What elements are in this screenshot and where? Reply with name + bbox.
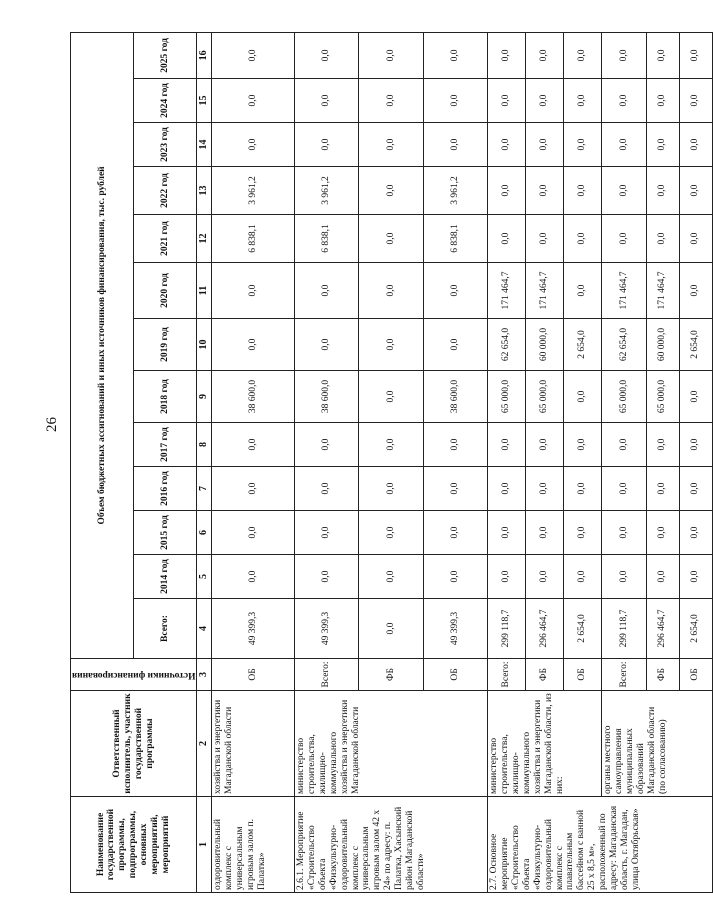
column-number: 2: [197, 691, 212, 797]
source-cell: ФБ: [646, 659, 679, 691]
year-value-cell: 0,0: [359, 263, 423, 319]
year-value-cell: 0,0: [211, 423, 294, 467]
column-number: 15: [197, 79, 212, 123]
year-value-cell: 0,0: [423, 263, 487, 319]
year-value-cell: 0,0: [211, 319, 294, 371]
header-year: 2014 год: [134, 555, 197, 599]
year-value-cell: 0,0: [526, 32, 564, 78]
year-value-cell: 0,0: [602, 467, 646, 511]
source-cell: Всего:: [294, 659, 358, 691]
year-value-cell: 3 961,2: [423, 167, 487, 215]
column-number: 13: [197, 167, 212, 215]
year-value-cell: 0,0: [423, 32, 487, 78]
year-value-cell: 0,0: [602, 167, 646, 215]
document-table-container: [70, 33, 701, 893]
table-row: [488, 32, 526, 892]
year-value-cell: 65 000,0: [488, 371, 526, 423]
year-value-cell: 0,0: [679, 123, 712, 167]
year-value-cell: 6 838,1: [211, 215, 294, 263]
header-source: Источники финансирования: [71, 659, 197, 691]
year-value-cell: 0,0: [423, 79, 487, 123]
year-value-cell: 2 654,0: [564, 319, 602, 371]
executor-cell: министерство строительства, жилищно-коммунального хозяйства и энергетики Магаданской области: [294, 691, 487, 797]
header-year: 2020 год: [134, 263, 197, 319]
year-value-cell: 0,0: [423, 123, 487, 167]
source-cell: ОБ: [679, 659, 712, 691]
year-value-cell: 0,0: [679, 263, 712, 319]
year-value-cell: 0,0: [564, 371, 602, 423]
year-value-cell: 0,0: [211, 32, 294, 78]
year-value-cell: 0,0: [564, 79, 602, 123]
year-value-cell: 0,0: [488, 32, 526, 78]
year-value-cell: 0,0: [423, 467, 487, 511]
year-value-cell: 0,0: [359, 511, 423, 555]
column-number: 9: [197, 371, 212, 423]
year-value-cell: 38 600,0: [211, 371, 294, 423]
source-cell: Всего:: [602, 659, 646, 691]
header-year: 2016 год: [134, 467, 197, 511]
year-value-cell: 0,0: [602, 423, 646, 467]
header-year: 2021 год: [134, 215, 197, 263]
total-value-cell: 2 654,0: [564, 599, 602, 659]
year-value-cell: 0,0: [488, 123, 526, 167]
year-value-cell: 0,0: [294, 32, 358, 78]
table-row: [602, 32, 646, 892]
total-value-cell: 2 654,0: [679, 599, 712, 659]
year-value-cell: 0,0: [602, 511, 646, 555]
year-value-cell: 3 961,2: [211, 167, 294, 215]
year-value-cell: 65 000,0: [526, 371, 564, 423]
year-value-cell: 0,0: [602, 555, 646, 599]
year-value-cell: 0,0: [211, 123, 294, 167]
year-value-cell: 0,0: [488, 167, 526, 215]
year-value-cell: 0,0: [359, 167, 423, 215]
year-value-cell: 0,0: [679, 215, 712, 263]
year-value-cell: 0,0: [646, 32, 679, 78]
year-value-cell: 171 464,7: [602, 263, 646, 319]
year-value-cell: 0,0: [211, 263, 294, 319]
header-total: Всего:: [134, 599, 197, 659]
total-value-cell: 296 464,7: [526, 599, 564, 659]
funding-table: [70, 32, 713, 893]
year-value-cell: 0,0: [646, 123, 679, 167]
header-year: 2022 год: [134, 167, 197, 215]
source-cell: ФБ: [526, 659, 564, 691]
total-value-cell: 299 118,7: [602, 599, 646, 659]
year-value-cell: 62 654,0: [602, 319, 646, 371]
year-value-cell: 0,0: [564, 32, 602, 78]
year-value-cell: 60 000,0: [646, 319, 679, 371]
page-number: 26: [44, 417, 60, 432]
year-value-cell: 0,0: [679, 167, 712, 215]
program-name-cell: оздоровительный комплекс с универсальным игровым залом п. Палатка»: [211, 797, 294, 893]
year-value-cell: 38 600,0: [294, 371, 358, 423]
column-number: 12: [197, 215, 212, 263]
year-value-cell: 0,0: [646, 467, 679, 511]
year-value-cell: 0,0: [211, 467, 294, 511]
header-year: 2019 год: [134, 319, 197, 371]
year-value-cell: 0,0: [526, 123, 564, 167]
source-cell: ОБ: [564, 659, 602, 691]
year-value-cell: 0,0: [564, 467, 602, 511]
year-value-cell: 0,0: [679, 32, 712, 78]
year-value-cell: 0,0: [359, 423, 423, 467]
year-value-cell: 0,0: [488, 467, 526, 511]
year-value-cell: 0,0: [294, 123, 358, 167]
header-year: 2018 год: [134, 371, 197, 423]
source-cell: ФБ: [359, 659, 423, 691]
year-value-cell: 0,0: [359, 467, 423, 511]
year-value-cell: 0,0: [679, 511, 712, 555]
source-cell: Всего:: [488, 659, 526, 691]
year-value-cell: 0,0: [488, 79, 526, 123]
header-executor: Ответственный исполнитель, участник государственной программы: [71, 691, 197, 797]
year-value-cell: 0,0: [564, 263, 602, 319]
year-value-cell: 0,0: [602, 215, 646, 263]
year-value-cell: 0,0: [564, 511, 602, 555]
program-name-cell: 2.7. Основное мероприятие «Строительство объекта «Физкультурно-оздоровительный комплекс с плавательным бассейном с ванной 25 х 8,5 м», расположенный по адресу: Магаданская область, г. Магадан, улица Октябрьская»: [488, 797, 713, 893]
source-cell: ОБ: [211, 659, 294, 691]
year-value-cell: 171 464,7: [646, 263, 679, 319]
year-value-cell: 0,0: [359, 32, 423, 78]
header-year: 2015 год: [134, 511, 197, 555]
total-value-cell: 49 399,3: [211, 599, 294, 659]
year-value-cell: 0,0: [294, 423, 358, 467]
column-number: 14: [197, 123, 212, 167]
year-value-cell: 6 838,1: [294, 215, 358, 263]
year-value-cell: 0,0: [564, 215, 602, 263]
year-value-cell: 0,0: [526, 467, 564, 511]
column-number: 6: [197, 511, 212, 555]
table-row: [211, 32, 294, 892]
year-value-cell: 0,0: [602, 79, 646, 123]
year-value-cell: 65 000,0: [646, 371, 679, 423]
year-value-cell: 0,0: [679, 467, 712, 511]
header-year: 2017 год: [134, 423, 197, 467]
header-year: 2024 год: [134, 79, 197, 123]
year-value-cell: 0,0: [211, 79, 294, 123]
column-number: 8: [197, 423, 212, 467]
header-row-1: [71, 32, 134, 892]
year-value-cell: 2 654,0: [679, 319, 712, 371]
year-value-cell: 65 000,0: [602, 371, 646, 423]
year-value-cell: 62 654,0: [488, 319, 526, 371]
table-row: [294, 32, 358, 892]
year-value-cell: 0,0: [679, 371, 712, 423]
column-number: 1: [197, 797, 212, 893]
year-value-cell: 0,0: [526, 555, 564, 599]
year-value-cell: 0,0: [602, 32, 646, 78]
column-number: 10: [197, 319, 212, 371]
year-value-cell: 0,0: [359, 371, 423, 423]
header-program: Наименование государственной программы, подпрограммы, основных мероприятий, мероприятий: [71, 797, 197, 893]
year-value-cell: 171 464,7: [488, 263, 526, 319]
year-value-cell: 0,0: [679, 423, 712, 467]
total-value-cell: 299 118,7: [488, 599, 526, 659]
year-value-cell: 0,0: [526, 511, 564, 555]
column-number: 7: [197, 467, 212, 511]
year-value-cell: 0,0: [526, 167, 564, 215]
executor-cell: министерство строительства, жилищно-коммунального хозяйства и энергетики Магаданской области, из них:: [488, 691, 602, 797]
year-value-cell: 60 000,0: [526, 319, 564, 371]
year-value-cell: 0,0: [359, 123, 423, 167]
year-value-cell: 0,0: [564, 555, 602, 599]
year-value-cell: 0,0: [526, 79, 564, 123]
total-value-cell: 49 399,3: [423, 599, 487, 659]
year-value-cell: 0,0: [488, 215, 526, 263]
year-value-cell: 0,0: [526, 215, 564, 263]
year-value-cell: 0,0: [646, 423, 679, 467]
header-funding: Объем бюджетных ассигнований и иных источников финансирования, тыс. рублей: [71, 32, 134, 658]
year-value-cell: 0,0: [488, 423, 526, 467]
year-value-cell: 38 600,0: [423, 371, 487, 423]
year-value-cell: 0,0: [359, 79, 423, 123]
program-name-cell: 2.6.1. Мероприятие «Строительство объекта «Физкультурно-оздоровительный комплекс с универсальным игровым залом 42 х 24» по адресу: п. Палатка, Хасынский район Магаданской области»: [294, 797, 487, 893]
year-value-cell: 0,0: [359, 555, 423, 599]
year-value-cell: 3 961,2: [294, 167, 358, 215]
year-value-cell: 0,0: [294, 555, 358, 599]
total-value-cell: 296 464,7: [646, 599, 679, 659]
year-value-cell: 0,0: [646, 167, 679, 215]
year-value-cell: 0,0: [564, 423, 602, 467]
year-value-cell: 0,0: [646, 215, 679, 263]
year-value-cell: 0,0: [423, 555, 487, 599]
total-value-cell: 0,0: [359, 599, 423, 659]
year-value-cell: 0,0: [488, 555, 526, 599]
column-number: 5: [197, 555, 212, 599]
header-year: 2025 год: [134, 32, 197, 78]
year-value-cell: 0,0: [564, 167, 602, 215]
executor-cell: хозяйства и энергетики Магаданской области: [211, 691, 294, 797]
column-number: 16: [197, 32, 212, 78]
year-value-cell: 0,0: [359, 319, 423, 371]
year-value-cell: 0,0: [564, 123, 602, 167]
total-value-cell: 49 399,3: [294, 599, 358, 659]
column-number: 11: [197, 263, 212, 319]
year-value-cell: 0,0: [294, 511, 358, 555]
source-cell: ОБ: [423, 659, 487, 691]
year-value-cell: 0,0: [294, 319, 358, 371]
year-value-cell: 0,0: [602, 123, 646, 167]
column-number: 4: [197, 599, 212, 659]
column-number-row: [197, 32, 212, 892]
year-value-cell: 171 464,7: [526, 263, 564, 319]
year-value-cell: 0,0: [488, 511, 526, 555]
year-value-cell: 0,0: [294, 263, 358, 319]
year-value-cell: 0,0: [359, 215, 423, 263]
year-value-cell: 0,0: [646, 79, 679, 123]
executor-cell: органы местного самоуправления муниципальных образований Магаданской области (по согласованию): [602, 691, 712, 797]
year-value-cell: 0,0: [423, 423, 487, 467]
year-value-cell: 0,0: [646, 511, 679, 555]
year-value-cell: 0,0: [679, 79, 712, 123]
year-value-cell: 0,0: [211, 511, 294, 555]
year-value-cell: 0,0: [423, 319, 487, 371]
year-value-cell: 0,0: [423, 511, 487, 555]
year-value-cell: 0,0: [679, 555, 712, 599]
year-value-cell: 6 838,1: [423, 215, 487, 263]
year-value-cell: 0,0: [646, 555, 679, 599]
table-body: [211, 32, 712, 892]
year-value-cell: 0,0: [294, 467, 358, 511]
year-value-cell: 0,0: [211, 555, 294, 599]
year-value-cell: 0,0: [294, 79, 358, 123]
header-year: 2023 год: [134, 123, 197, 167]
column-number: 3: [197, 659, 212, 691]
year-value-cell: 0,0: [526, 423, 564, 467]
